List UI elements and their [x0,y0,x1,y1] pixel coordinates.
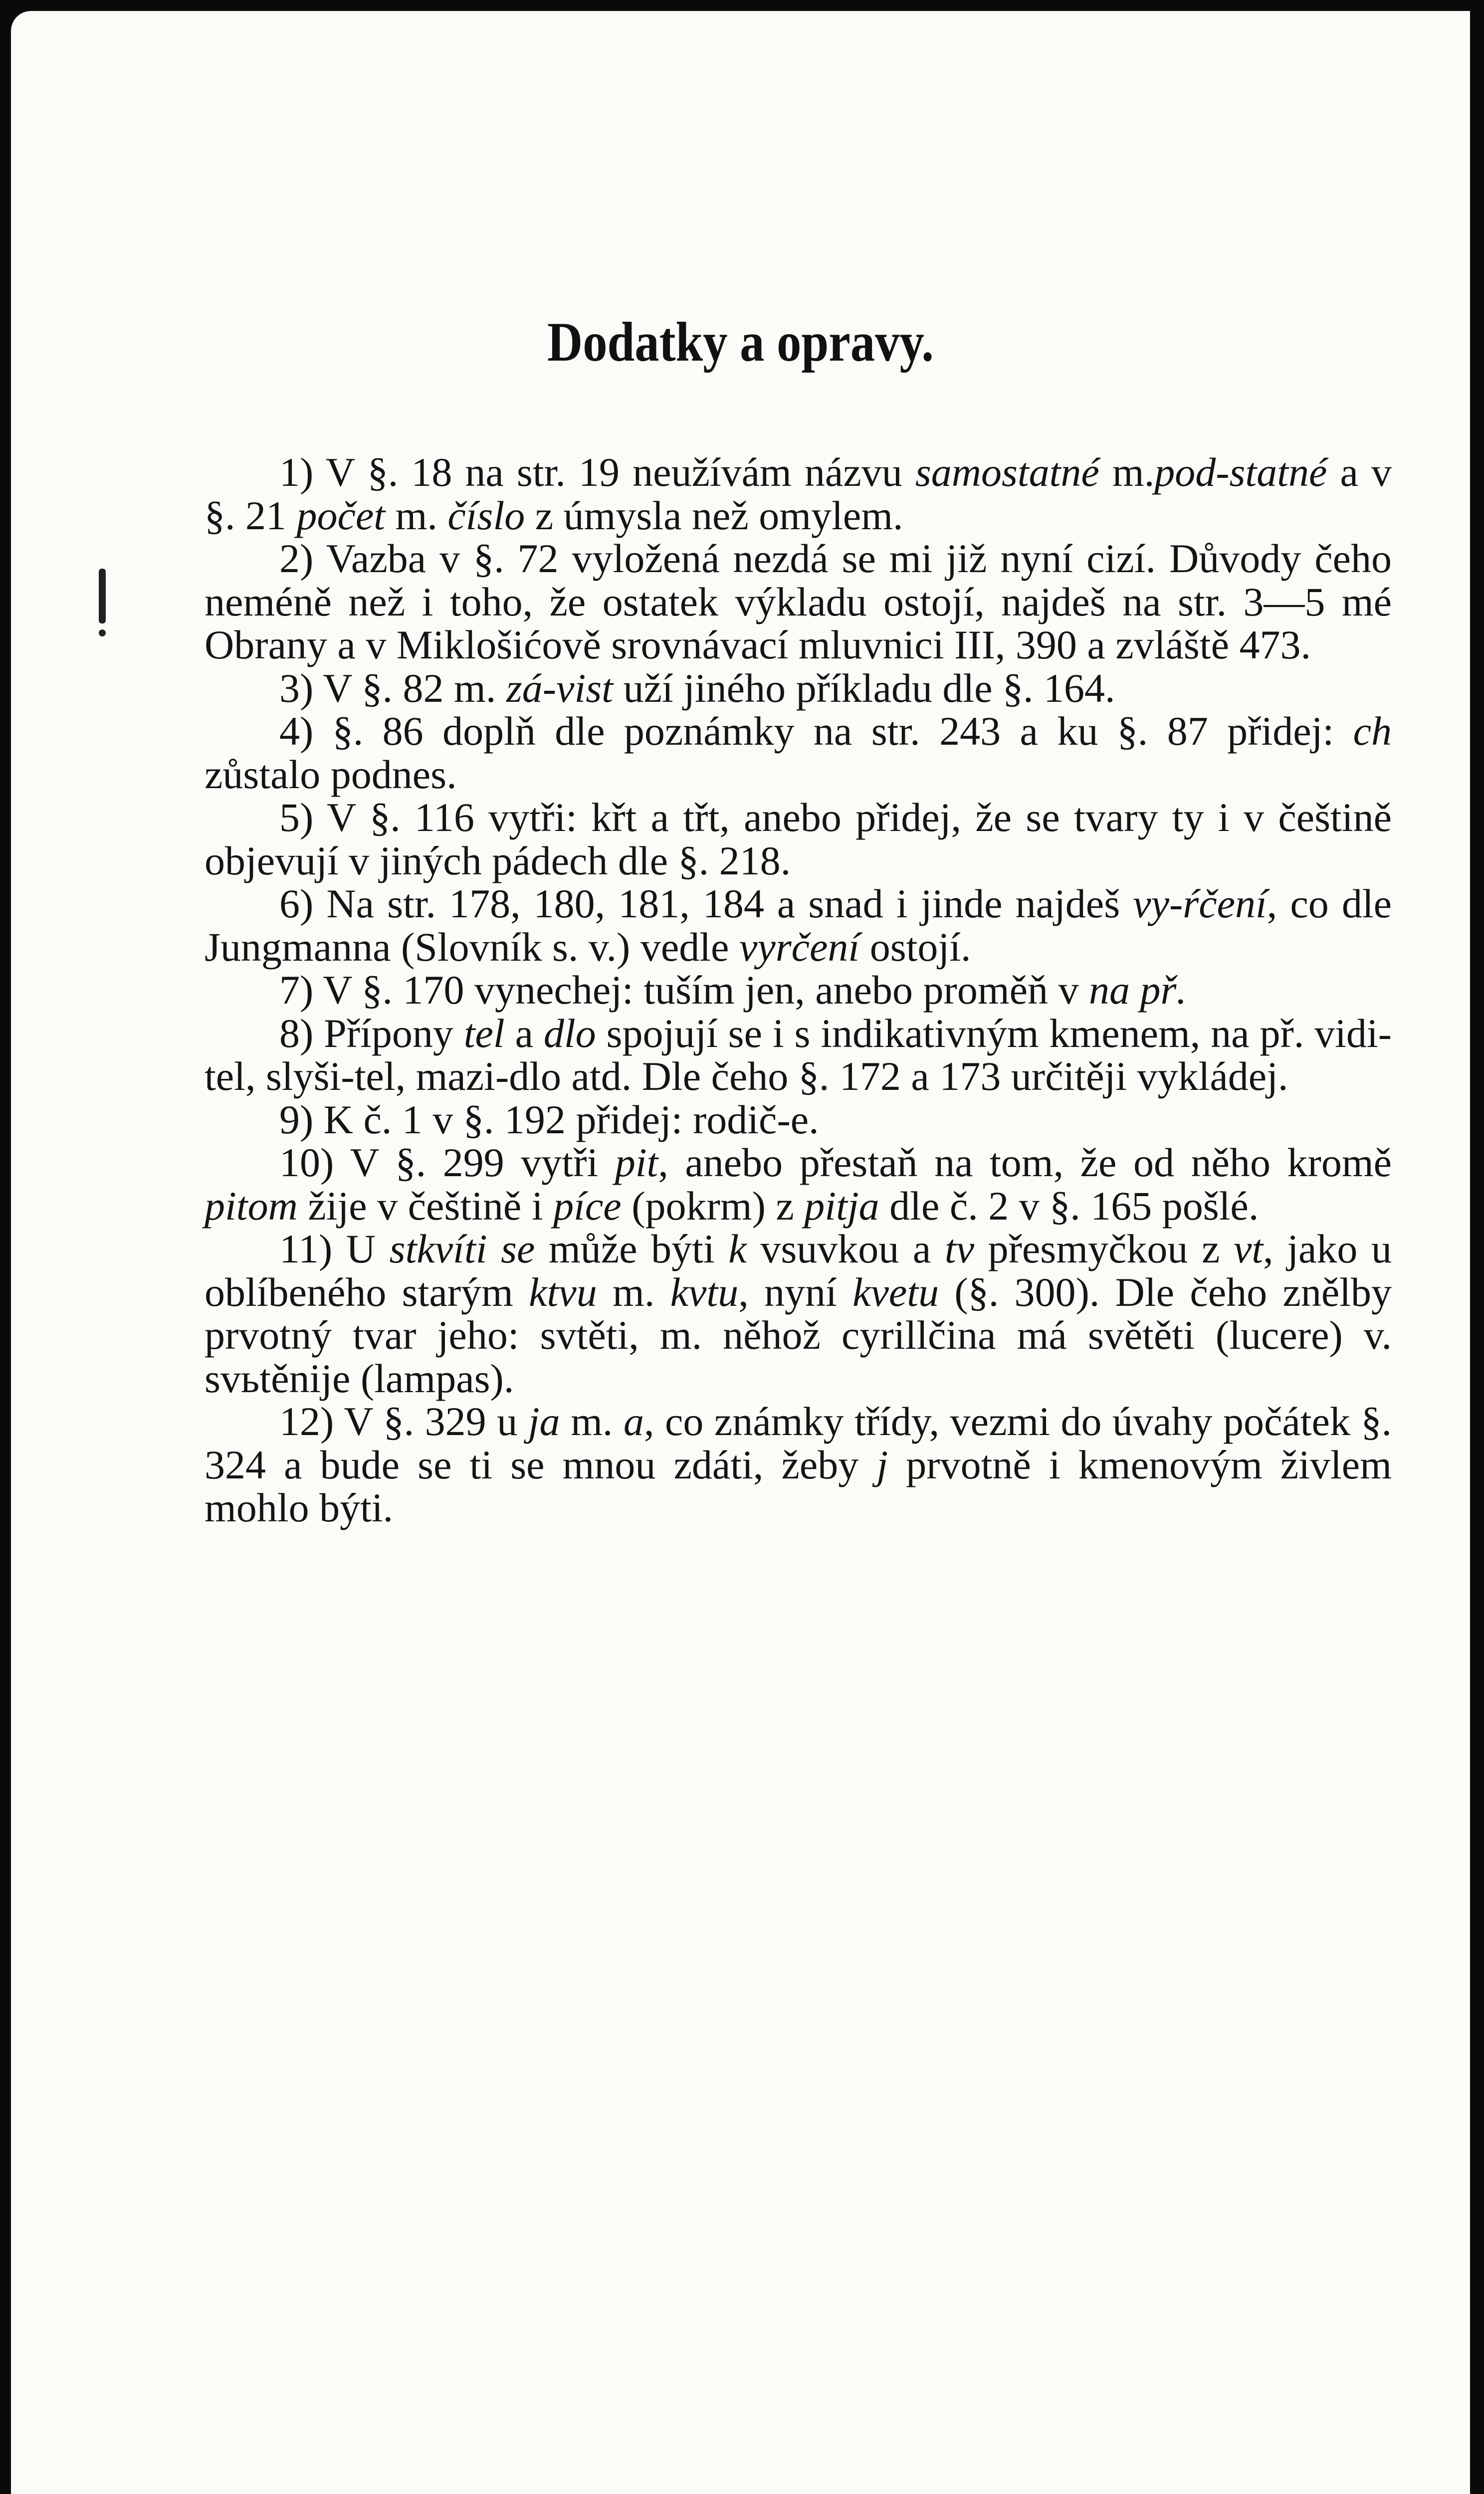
entry-text: , co známky třídy, vezmi do úvahy počátek §. 324 a bude se ti se mnou zdáti, žeby [205,1399,1392,1487]
entry-text: m. [385,492,448,538]
italic-term: pit [615,1140,658,1185]
italic-term: a [623,1399,644,1444]
entry-text: 9) K č. 1 v §. 192 přidej: rodič-e. [279,1096,819,1142]
entry-text: z úmysla než omylem. [525,492,903,538]
italic-term: číslo [447,492,525,538]
entry-text: žije v češtině i [297,1183,554,1229]
entry-text: 11) U [279,1226,390,1271]
italic-term: ktvu [529,1269,597,1315]
entry-text: , anebo přestaň na tom, že od něho kromě [658,1140,1392,1185]
corrections-list [205,451,1392,1530]
italic-term: k [728,1226,747,1271]
entry-text: 10) V §. 299 vytři [279,1140,615,1185]
margin-exclamation-dot [99,629,106,636]
italic-term: ch [1353,708,1392,754]
entry-text: , co dle Jungmanna (Slovník s. v.) vedle [205,881,1392,970]
correction-entry-4 [205,710,1392,796]
italic-term: píce [553,1183,622,1229]
entry-text: , nyní [738,1269,853,1315]
italic-term: na př. [1089,967,1187,1013]
entry-text: a v §. 21 [205,449,1392,538]
entry-text: spojují se i s indikativným kmenem, na př. vidi-tel, slyši-tel, mazi-dlo atd. Dle čeho §. 172 a 173 určitěji vykládej. [205,1010,1392,1099]
entry-text: 8) Přípony [279,1010,464,1056]
entry-text: vsuvkou a [746,1226,945,1271]
page-title: Dodatky a opravy. [547,311,934,373]
entry-text: 3) V §. 82 m. [279,665,506,711]
page-sheet [11,11,1470,2494]
entry-text: zůstalo podnes. [205,751,457,797]
correction-entry-2 [205,537,1392,667]
entry-text: (pokrm) z [621,1183,805,1229]
entry-text: (§. 300). Dle čeho znělby prvotný tvar jeho: svtěti, m. něhož cyrillčina má světěti (lucere) v. svьtěnije (lampas). [205,1269,1392,1401]
italic-term: zá-vist [506,665,613,711]
entry-text: , jako u oblíbeného starým [205,1226,1392,1315]
correction-entry-9 [205,1098,1392,1142]
italic-term: dlo [543,1010,596,1056]
italic-term: j [876,1442,888,1487]
entry-text: a [504,1010,544,1056]
entry-text: uží jiného příkladu dle §. 164. [613,665,1115,711]
correction-entry-7 [205,969,1392,1012]
italic-term: kvtu [670,1269,739,1315]
margin-exclamation-mark [99,569,106,624]
italic-term: vt [1233,1226,1264,1271]
correction-entry-10 [205,1141,1392,1228]
entry-text: 7) V §. 170 vynechej: tuším jen, anebo proměň v [279,967,1089,1013]
entry-text: m. [560,1399,624,1444]
entry-text: 4) §. 86 doplň dle poznámky na str. 243 a ku §. 87 přidej: [279,708,1353,754]
italic-term: stkvíti se [389,1226,535,1271]
italic-term: samostatné [915,449,1099,495]
entry-text: ostojí. [859,924,971,970]
correction-entry-8 [205,1012,1392,1098]
italic-term: kvetu [852,1269,939,1315]
correction-entry-11 [205,1228,1392,1400]
entry-text: 12) V §. 329 u [279,1399,528,1444]
entry-text: 6) Na str. 178, 180, 181, 184 a snad i jinde najdeš [279,881,1133,926]
entry-text: může býti [535,1226,729,1271]
entry-text: m. [597,1269,670,1315]
entry-text: přesmyčkou z [974,1226,1234,1271]
correction-entry-12 [205,1400,1392,1530]
italic-term: pod-statné [1154,449,1327,495]
italic-term: pitja [804,1183,879,1229]
entry-text: 1) V §. 18 na str. 19 neužívám názvu [279,449,915,495]
correction-entry-5 [205,796,1392,882]
entry-text: prvotně i kmenovým živlem mohlo býti. [205,1442,1392,1530]
italic-term: počet [296,492,386,538]
correction-entry-1 [205,451,1392,537]
correction-entry-6 [205,882,1392,969]
italic-term: vyrčení [739,924,860,970]
correction-entry-3 [205,667,1392,710]
italic-term: vy-ŕčení [1133,881,1267,926]
entry-text: m. [1099,449,1155,495]
italic-term: pitom [205,1183,298,1229]
entry-text: dle č. 2 v §. 165 pošlé. [879,1183,1259,1229]
entry-text: 2) Vazba v §. 72 vyložená nezdá se mi již nyní cizí. Důvody čeho neméně než i toho, že ostatek výkladu ostojí, najdeš na str. 3—5 mé Obrany a v Miklošićově srovnávací mluvnici III, 390 a zvláště 473. [205,536,1392,667]
entry-text: 5) V §. 116 vytři: křt a třt, anebo přidej, že se tvary ty i v češtině objevují v jiných pádech dle §. 218. [205,795,1392,883]
italic-term: tv [944,1226,974,1271]
italic-term: tel [463,1010,505,1056]
italic-term: ja [528,1399,560,1444]
